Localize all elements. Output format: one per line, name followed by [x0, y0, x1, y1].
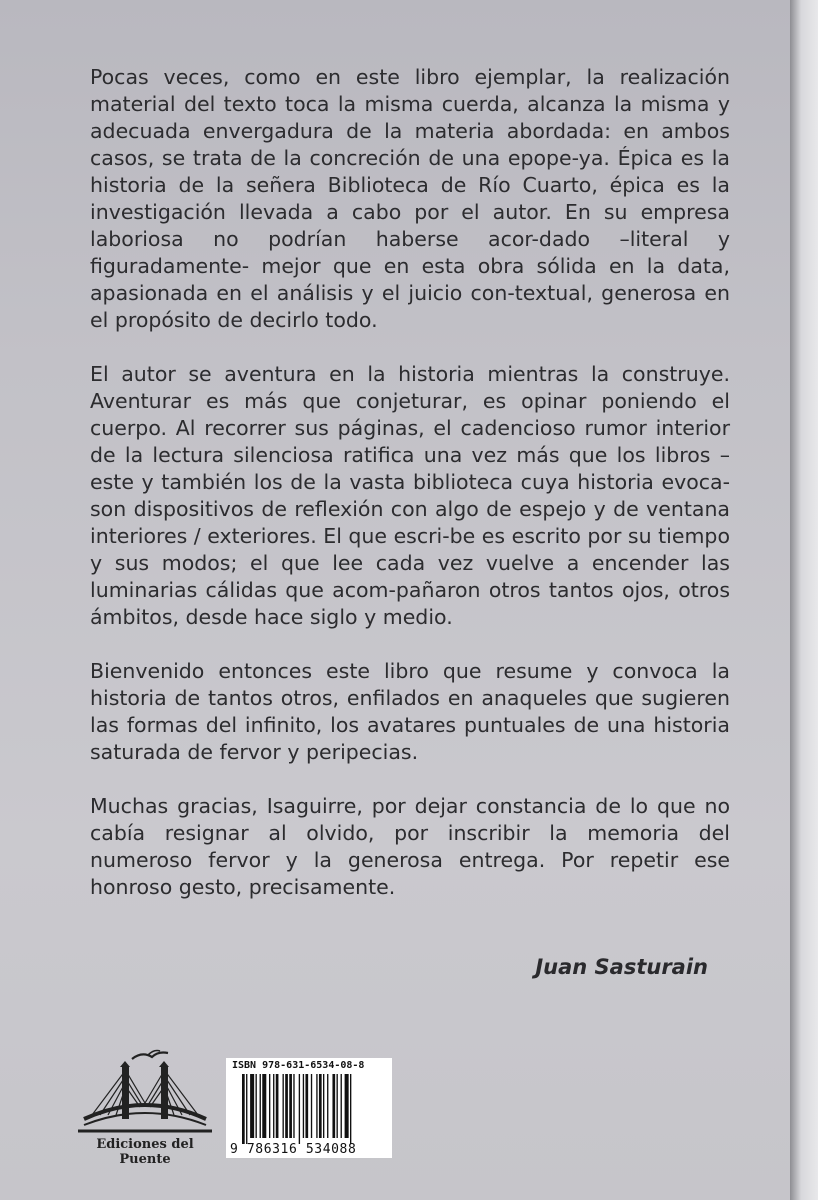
publisher-logo	[70, 1045, 220, 1167]
page-edge	[790, 0, 818, 1200]
paragraph-1: Pocas veces, como en este libro ejemplar, la realización material del texto toca la misma cuerda, alcanza la misma y adecuada envergadura de la materia abordada: en ambos casos, se trata de la concreción de una epope-ya. Épica es la historia de la señera Biblioteca de Río Cuarto, épica es la investigación llevada a cabo por el autor. En su empresa laboriosa no podrían haberse acor-dado –literal y figuradamente- mejor que en esta obra sólida en la data, apasionada en el análisis y el juicio con-textual, generosa en el propósito de decirlo todo.	[90, 65, 730, 332]
bridge-with-birds-icon	[70, 1045, 220, 1137]
isbn-label: ISBN 978-631-6534-08-8	[232, 1060, 365, 1071]
barcode-digits: 9 786316 534088	[230, 1142, 357, 1157]
paragraph-2: El autor se aventura en la historia mientras la construye. Aventurar es más que conjeturar, es opinar poniendo el cuerpo. Al recorrer sus páginas, el cadencioso rumor interior de la lectura silenciosa ratifica una vez más que los libros –este y también los de la vasta biblioteca cuya historia evoca- son dispositivos de reflexión con algo de espejo y de ventana interiores / exteriores. El que escri-be es escrito por su tiempo y sus modos; el que lee cada vez vuelve a encender las luminarias cálidas que acom-pañaron otros tantos ojos, otros ámbitos, desde hace siglo y medio.	[90, 362, 730, 629]
author-signature: Juan Sasturain	[535, 955, 708, 979]
isbn-barcode	[226, 1058, 392, 1158]
paragraph-4: Muchas gracias, Isaguirre, por dejar constancia de lo que no cabía resignar al olvido, por inscribir la memoria del numeroso fervor y la generosa entrega. Por repetir ese honroso gesto, precisamente.	[90, 794, 730, 899]
publisher-name: Ediciones del Puente	[96, 1137, 194, 1167]
blurb-text	[90, 64, 730, 928]
paragraph-3: Bienvenido entonces este libro que resume y convoca la historia de tantos otros, enfilados en anaqueles que sugieren las formas del infinito, los avatares puntuales de una historia saturada de fervor y peripecias.	[90, 659, 730, 764]
